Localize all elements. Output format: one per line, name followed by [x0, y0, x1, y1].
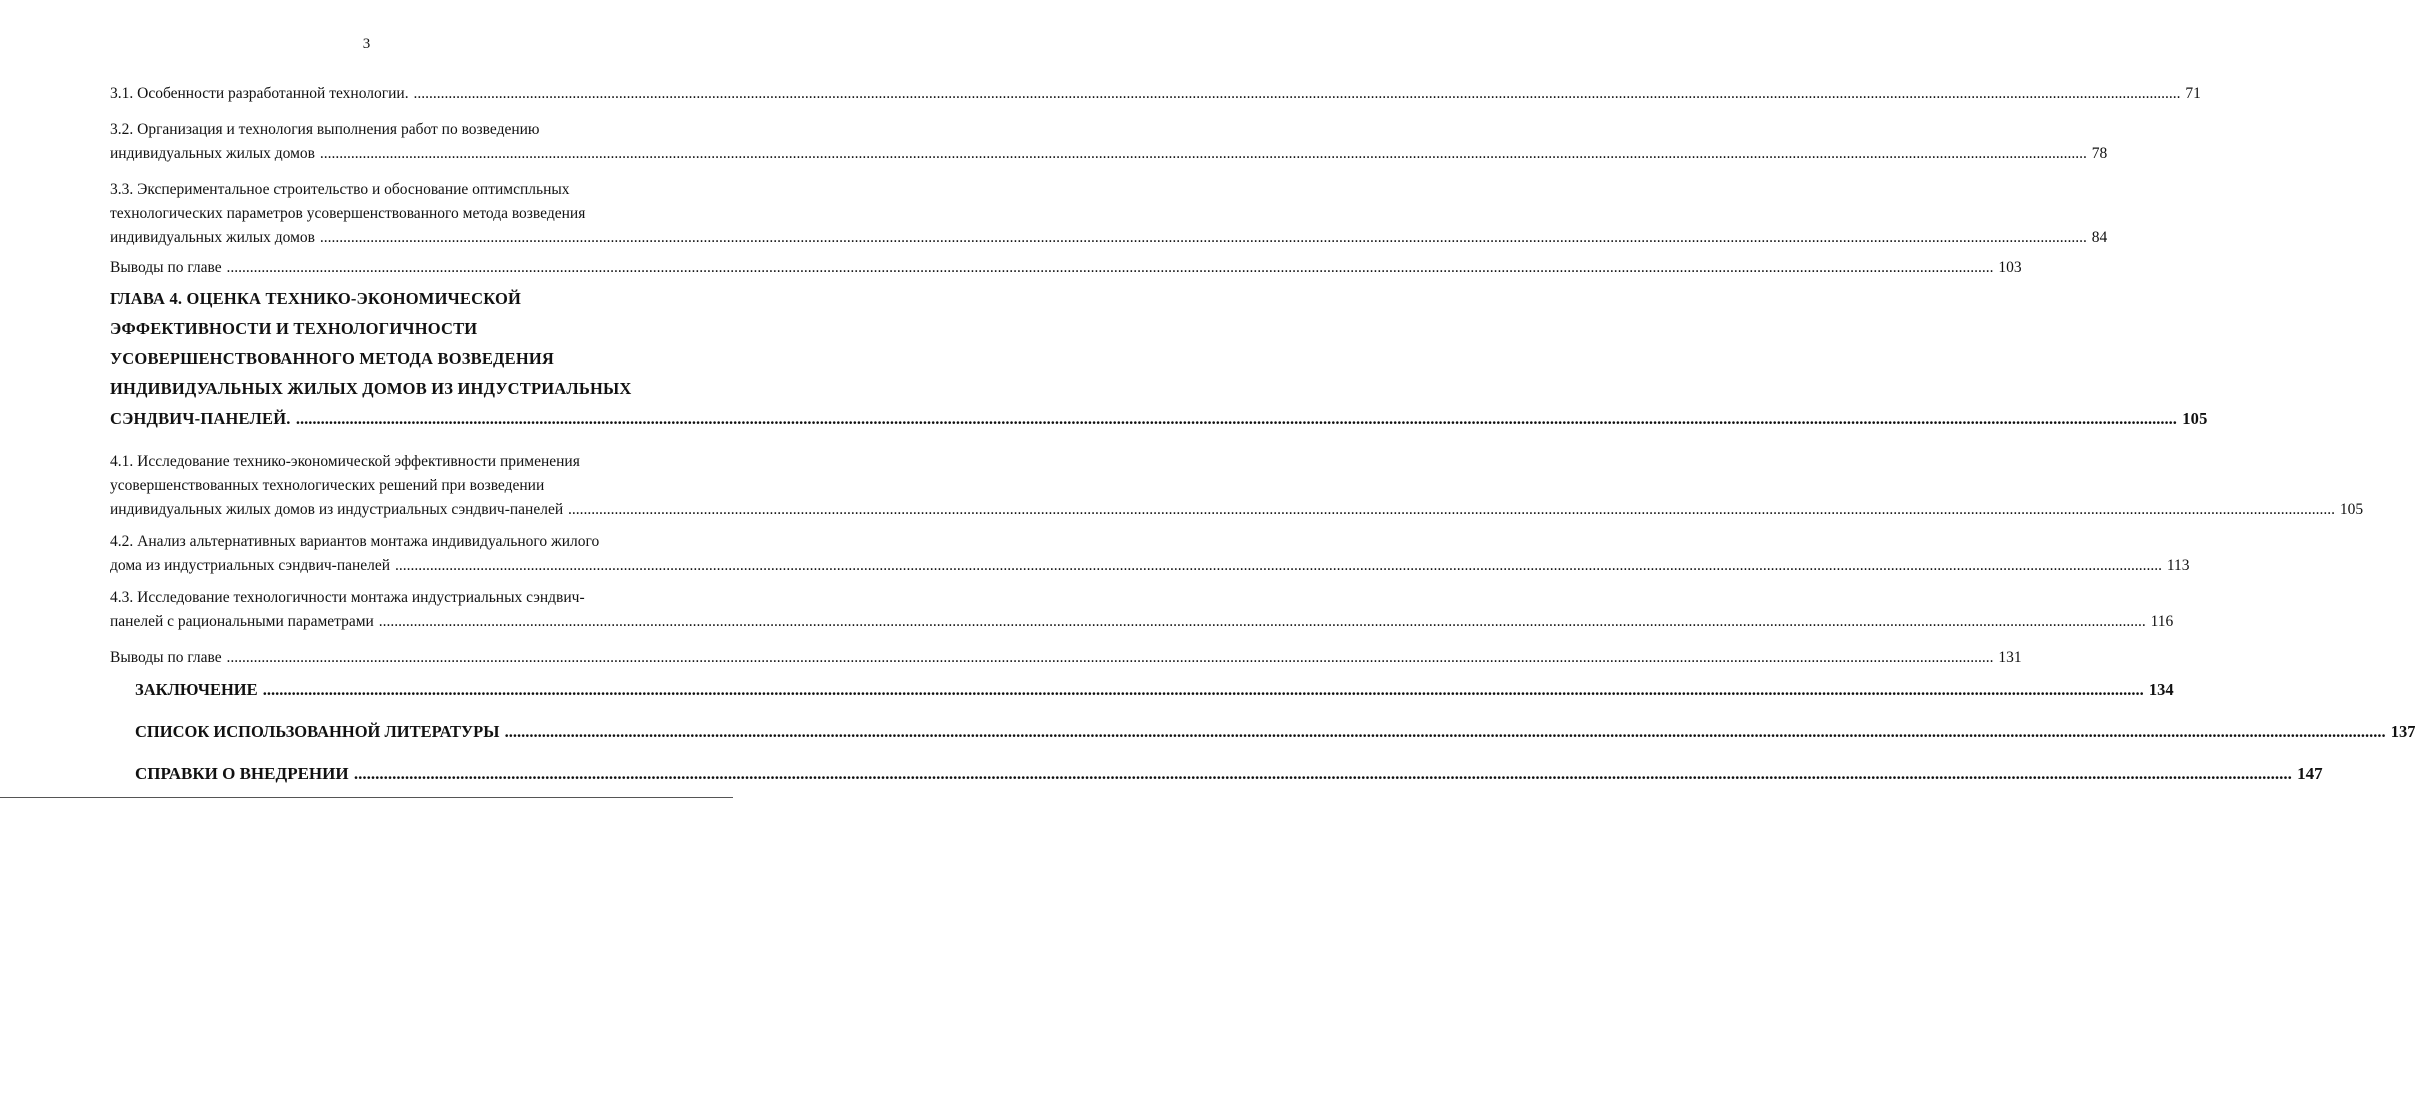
- toc-page-number: 71: [2185, 85, 2201, 102]
- toc-entry-title: СПРАВКИ О ВНЕДРЕНИИ: [135, 764, 349, 783]
- toc-entry-4-2[interactable]: [110, 530, 2190, 578]
- dot-leader: [379, 613, 2146, 630]
- chapter-title: СЭНДВИЧ-ПАНЕЛЕЙ.: [110, 409, 291, 428]
- toc-entry-references[interactable]: [110, 720, 2415, 744]
- dot-leader: [296, 409, 2177, 428]
- page-number: 3: [362, 36, 371, 52]
- toc-page-number: 105: [2182, 409, 2208, 428]
- toc-entry-4-1[interactable]: [110, 450, 2364, 522]
- page-bottom-rule: [0, 797, 733, 798]
- toc-page-number: 131: [1998, 649, 2022, 666]
- toc-page-number: 147: [2297, 764, 2323, 783]
- toc-entry-title: дома из индустриальных сэндвич-панелей: [110, 557, 391, 574]
- toc-page-number: 134: [2148, 680, 2174, 699]
- toc-page-number: 78: [2091, 145, 2108, 162]
- toc-chapter-4[interactable]: [110, 284, 2208, 434]
- chapter-title-line: ГЛАВА 4. ОЦЕНКА ТЕХНИКО-ЭКОНОМИЧЕСКОЙ: [110, 289, 522, 308]
- toc-entry-conclusions-4[interactable]: [110, 646, 2022, 670]
- toc-page-number: 137: [2390, 722, 2415, 741]
- dot-leader: [395, 557, 2162, 574]
- dot-leader: [227, 259, 1994, 276]
- chapter-title-line: ЭФФЕКТИВНОСТИ И ТЕХНОЛОГИЧНОСТИ: [110, 319, 478, 338]
- toc-entry-title: Выводы по главе: [110, 259, 222, 276]
- dot-leader: [263, 680, 2144, 699]
- toc-entry-3-2[interactable]: [110, 118, 2108, 166]
- toc-entry-title: индивидуальных жилых домов: [110, 145, 315, 162]
- toc-entry-title: ЗАКЛЮЧЕНИЕ: [135, 680, 258, 699]
- toc-entry-title: индивидуальных жилых домов из индустриальных сэндвич-панелей: [110, 501, 564, 518]
- dot-leader: [413, 85, 2180, 102]
- toc-page-number: 84: [2091, 229, 2108, 246]
- toc-entry-title: 3.1. Особенности разработанной технологии.: [110, 85, 409, 102]
- dot-leader: [320, 145, 2087, 162]
- toc-page-number: 113: [2166, 557, 2190, 574]
- toc-entry-title-line: 4.2. Анализ альтернативных вариантов монтажа индивидуального жилого: [110, 533, 600, 550]
- toc-entry-title: панелей с рациональными параметрами: [110, 613, 374, 630]
- toc-entry-title-line: 3.2. Организация и технология выполнения работ по возведению: [110, 121, 540, 138]
- toc-entry-title-line: усовершенствованных технологических решений при возведении: [110, 477, 545, 494]
- dot-leader: [568, 501, 2335, 518]
- dot-leader: [354, 764, 2292, 783]
- dot-leader: [320, 229, 2087, 246]
- toc-entry-implementation[interactable]: [110, 762, 2323, 786]
- toc-entry-title-line: технологических параметров усовершенствованного метода возведения: [110, 205, 586, 222]
- dot-leader: [227, 649, 1994, 666]
- toc-entry-conclusions-3[interactable]: [110, 256, 2022, 280]
- toc-entry-title-line: 4.3. Исследование технологичности монтажа индустриальных сэндвич-: [110, 589, 585, 606]
- chapter-title-line: УСОВЕРШЕНСТВОВАННОГО МЕТОДА ВОЗВЕДЕНИЯ: [110, 349, 555, 368]
- toc-entry-3-1[interactable]: [110, 82, 2201, 106]
- toc-page-number: 105: [2339, 501, 2364, 518]
- toc-entry-title-line: 3.3. Экспериментальное строительство и обоснование оптимспльных: [110, 181, 570, 198]
- toc-entry-title: Выводы по главе: [110, 649, 222, 666]
- dot-leader: [505, 722, 2386, 741]
- toc-entry-title: индивидуальных жилых домов: [110, 229, 315, 246]
- toc-page-number: 116: [2150, 613, 2174, 630]
- chapter-title-line: ИНДИВИДУАЛЬНЫХ ЖИЛЫХ ДОМОВ ИЗ ИНДУСТРИАЛЬНЫХ: [110, 379, 632, 398]
- toc-entry-3-3[interactable]: [110, 178, 2108, 250]
- toc-entry-title-line: 4.1. Исследование технико-экономической эффективности применения: [110, 453, 580, 470]
- toc-page-number: 103: [1998, 259, 2022, 276]
- toc-entry-conclusion[interactable]: [110, 678, 2174, 702]
- toc-entry-title: СПИСОК ИСПОЛЬЗОВАННОЙ ЛИТЕРАТУРЫ: [135, 722, 500, 741]
- toc-entry-4-3[interactable]: [110, 586, 2174, 634]
